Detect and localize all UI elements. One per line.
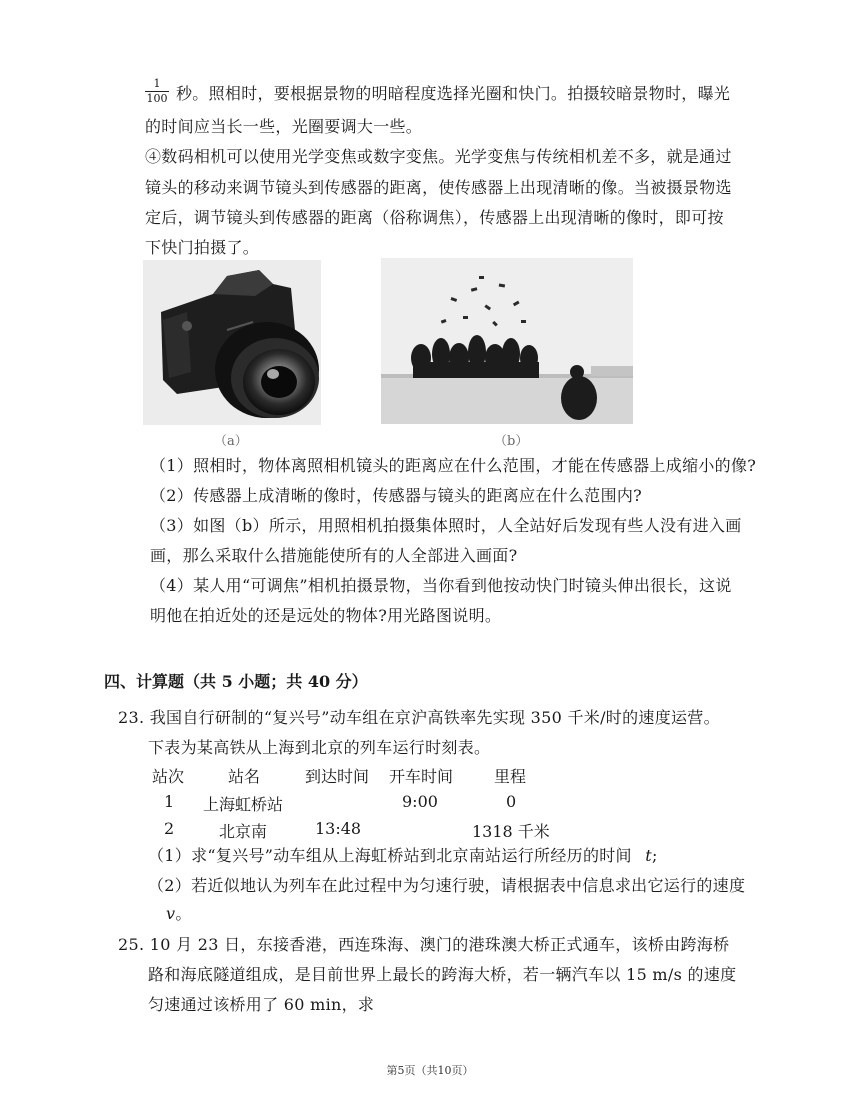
- question-4-line-2: 明他在拍近处的还是远处的物体?用光路图说明。: [150, 606, 502, 625]
- figure-b-caption: （b）: [494, 434, 529, 449]
- timetable-header-arrival: 到达时间: [305, 767, 370, 786]
- table-cell: 上海虹桥站: [203, 795, 284, 814]
- paragraph-4-line-4: 下快门拍摄了。: [145, 238, 260, 257]
- intro-line-1: 秒。照相时，要根据景物的明暗程度选择光圈和快门。拍摄较暗景物时，曝光: [176, 84, 731, 103]
- table-cell: 1318 千米: [472, 822, 550, 841]
- question-3-line-2: 画，那么采取什么措施能使所有的人全部进入画面?: [150, 546, 518, 565]
- fraction-denominator: 100: [146, 92, 168, 105]
- problem-25-line-1: 25. 10 月 23 日，东接香港，西连珠海、澳门的港珠澳大桥正式通车，该桥由跨海桥: [118, 935, 730, 954]
- graduation-photo: [381, 258, 633, 424]
- question-2: （2）传感器上成清晰的像时，传感器与镜头的距离应在什么范围内?: [150, 486, 643, 505]
- paragraph-4-line-1: ④数码相机可以使用光学变焦或数字变焦。光学变焦与传统相机差不多，就是通过: [145, 147, 732, 166]
- question-1: （1）照相时，物体离照相机镜头的距离应在什么范围，才能在传感器上成缩小的像?: [150, 456, 757, 475]
- time-variable: t: [645, 846, 652, 865]
- paragraph-4-line-3: 定后，调节镜头到传感器的距离（俗称调焦），传感器上出现清晰的像时，即可按: [145, 208, 724, 227]
- intro-line-2: 的时间应当长一些，光圈要调大一些。: [145, 117, 423, 136]
- problem-25-line-2: 路和海底隧道组成，是目前世界上最长的跨海大桥，若一辆汽车以 15 m/s 的速度: [148, 965, 737, 984]
- timetable-header-station-name: 站名: [228, 767, 261, 786]
- problem-23-sub-2-line-1: （2）若近似地认为列车在此过程中为匀速行驶，请根据表中信息求出它运行的速度: [148, 876, 746, 895]
- problem-23-sub-1: [148, 846, 658, 866]
- page-footer: 第5页（共10页）: [386, 1064, 474, 1077]
- velocity-variable: v: [166, 904, 176, 923]
- timetable-header-distance: 里程: [494, 767, 527, 786]
- fraction-numerator: 1: [153, 77, 161, 90]
- paragraph-4-line-2: 镜头的移动来调节镜头到传感器的距离，使传感器上出现清晰的像。当被摄景物选: [145, 178, 732, 197]
- table-cell: 9:00: [402, 792, 438, 811]
- timetable-header-station-no: 站次: [152, 767, 185, 786]
- problem-23-line-2: 下表为某高铁从上海到北京的列车运行时刻表。: [148, 738, 491, 757]
- timetable-header-departure: 开车时间: [389, 767, 454, 786]
- table-cell: 1: [164, 792, 175, 811]
- sub-2-end: 。: [175, 904, 192, 923]
- section-title: 四、计算题（共 5 小题；共 40 分）: [104, 672, 368, 691]
- figure-a-caption: （a）: [214, 434, 248, 449]
- table-cell: 北京南: [219, 822, 268, 841]
- table-cell: 2: [164, 819, 175, 838]
- problem-23-sub-2-line-2: [166, 904, 192, 924]
- problem-23-line-1: 23. 我国自行研制的“复兴号”动车组在京沪高铁率先实现 350 千米/时的速度运营。: [118, 708, 720, 727]
- table-cell: 0: [506, 792, 517, 811]
- table-cell: 13:48: [315, 819, 362, 838]
- question-4-line-1: （4）某人用“可调焦”相机拍摄景物，当你看到他按动快门时镜头伸出很长，这说: [150, 576, 732, 595]
- sub-1-end: ;: [651, 846, 658, 865]
- sub-1-text: （1）求“复兴号”动车组从上海虹桥站到北京南站运行所经历的时间: [148, 846, 632, 865]
- fraction: [145, 78, 169, 105]
- camera-photo: [143, 260, 321, 425]
- question-3-line-1: （3）如图（b）所示，用照相机拍摄集体照时，人全站好后发现有些人没有进入画: [150, 516, 742, 535]
- problem-25-line-3: 匀速通过该桥用了 60 min，求: [148, 995, 375, 1014]
